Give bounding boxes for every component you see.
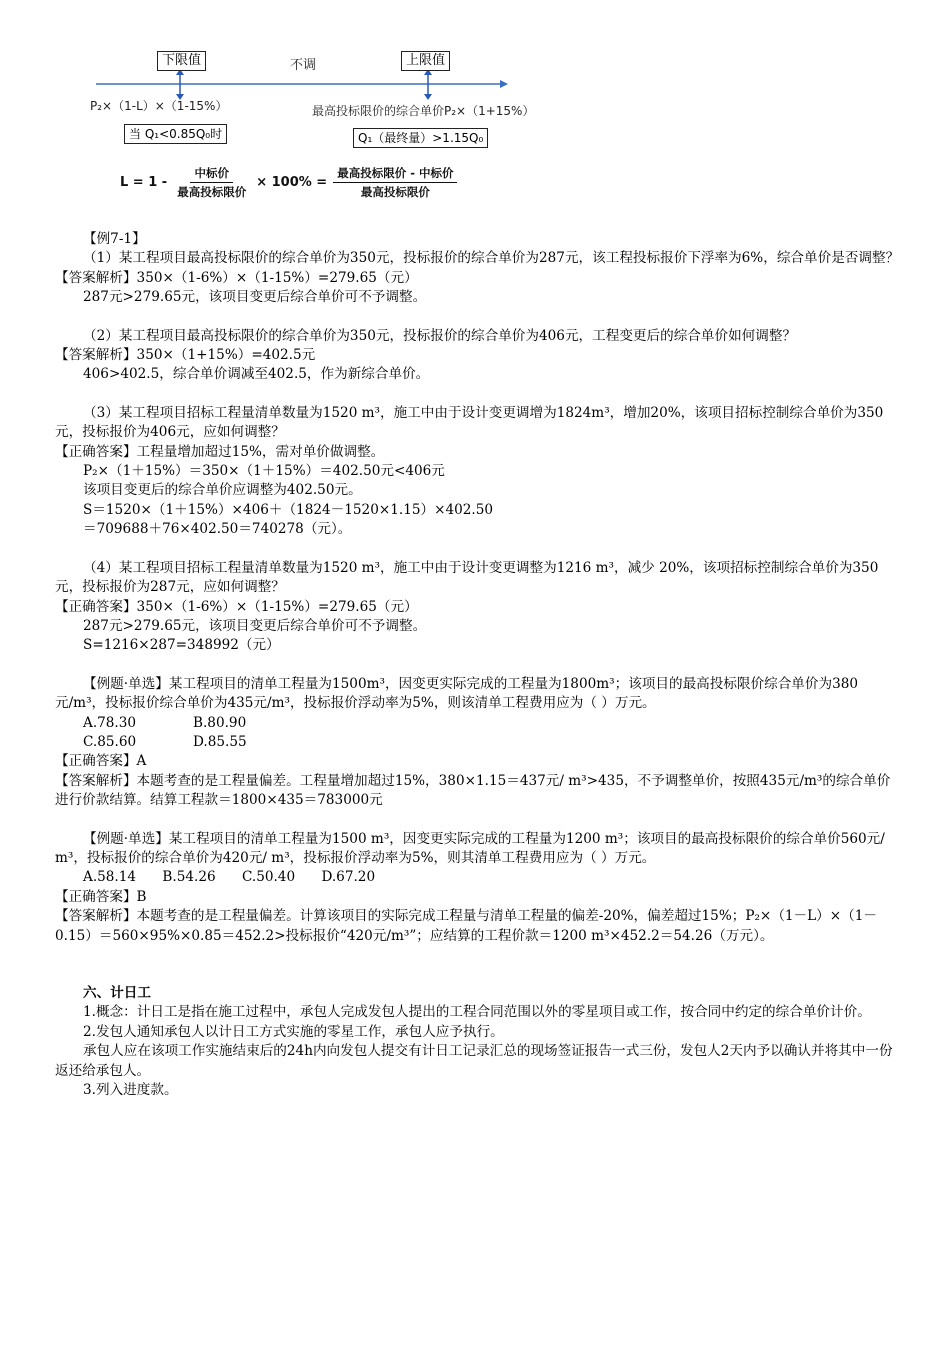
formula-fraction-1 — [173, 165, 250, 200]
single-choice-1-options-row1 — [55, 714, 900, 733]
example-q4-answer: 【正确答案】350×（1-6%）×（1-15%）=279.65（元） — [55, 598, 418, 615]
section-6-heading: 六、计日工 — [83, 985, 151, 1001]
single-choice-2-analysis: 【答案解析】本题考查的是工程量偏差。计算该项目的实际完成工程量与清单工程量的偏差-20%，偏差超过15%；P₂×（1－L）×（1－0.15）＝560×95%×0.85＝452.2>投标报价“420元/m³”；应结算的工程价款＝1200 m³×452.2＝54.26（万元）。 — [55, 908, 877, 944]
fraction-2-denominator: 最高投标限价 — [360, 185, 430, 199]
single-choice-2-options — [55, 868, 900, 887]
spacer — [55, 811, 900, 830]
formula-lhs: L = 1 - — [120, 175, 168, 190]
example-q2-analysis: 【答案解析】350×（1+15%）=402.5元 — [55, 347, 316, 364]
axis-arrowhead — [500, 80, 508, 88]
diagram-axis — [0, 0, 950, 140]
section-6-para-2: 2.发包人通知承包人以计日工方式实施的零星工作，承包人应予执行。 — [83, 1023, 504, 1040]
example-q1-conclusion: 287元>279.65元，该项目变更后综合单价可不予调整。 — [83, 289, 427, 306]
adjustment-diagram — [0, 0, 950, 215]
spacer — [55, 385, 900, 404]
example-q3-step3: S＝1520×（1＋15%）×406＋（1824－1520×1.15）×402.50 — [83, 501, 494, 518]
example-q1: （1）某工程项目最高投标限价的综合单价为350元，投标报价的综合单价为287元，该工程投标报价下浮率为6%，综合单价是否调整？ — [83, 250, 900, 267]
example-q3: （3）某工程项目招标工程量清单数量为1520 m³，施工中由于设计变更调增为1824m³，增加20%，该项目招标控制综合单价为350元，投标报价为406元，应如何调整？ — [55, 404, 884, 441]
example-q4: （4）某工程项目招标工程量清单数量为1520 m³，施工中由于设计变更调整为1216 m³，减少 20%，该项招标控制综合单价为350元，投标报价为287元，应如何调整？ — [55, 559, 879, 596]
example-q1-analysis: 【答案解析】350×（1-6%）×（1-15%）=279.65（元） — [55, 269, 418, 286]
spacer — [55, 308, 900, 327]
spacer — [55, 946, 900, 984]
example-q3-step1: P₂×（1＋15%）＝350×（1＋15%）＝402.50元<406元 — [83, 463, 445, 480]
example-q4-step1: 287元>279.65元，该项目变更后综合单价可不予调整。 — [83, 617, 427, 634]
example-q3-step4: ＝709688＋76×402.50＝740278（元）。 — [83, 521, 352, 538]
upper-arrow-bottom — [424, 94, 432, 100]
spacer — [55, 656, 900, 675]
upper-limit-box: 上限值 — [401, 51, 450, 71]
discount-rate-formula — [120, 165, 463, 200]
example-q2-conclusion: 406>402.5，综合单价调减至402.5，作为新综合单价。 — [83, 366, 430, 383]
option-b: B.54.26 — [162, 869, 216, 886]
lower-condition-box: 当 Q₁<0.85Q₀时 — [124, 124, 227, 144]
formula-fraction-2 — [333, 165, 457, 200]
option-a: A.78.30 — [83, 714, 137, 731]
example-7-1-title: 【例7-1】 — [83, 231, 146, 247]
upper-condition-box: Q₁（最终量）>1.15Q₀ — [353, 128, 488, 148]
section-6-para-1: 1.概念：计日工是指在施工过程中，承包人完成发包人提出的工程合同范围以外的零星项目或工作，按合同中约定的综合单价计价。 — [83, 1004, 871, 1021]
example-q2: （2）某工程项目最高投标限价的综合单价为350元，投标报价的综合单价为406元，工程变更后的综合单价如何调整？ — [83, 327, 797, 344]
option-a: A.58.14 — [83, 869, 137, 886]
single-choice-2-answer: 【正确答案】B — [55, 888, 147, 905]
lower-limit-box: 下限值 — [157, 51, 206, 71]
option-c: C.85.60 — [83, 733, 137, 750]
fraction-1-numerator: 中标价 — [190, 165, 233, 183]
single-choice-1-options-row2 — [55, 733, 900, 752]
example-q3-answer: 【正确答案】工程量增加超过15%，需对单价做调整。 — [55, 443, 385, 460]
single-choice-1-stem: 【例题·单选】某工程项目的清单工程量为1500m³，因变更实际完成的工程量为1800m³；该项目的最高投标限价综合单价为380元/m³，投标报价综合单价为435元/m³，投标报价浮动率为5%，则该清单工程费用应为（ ）万元。 — [55, 675, 859, 712]
spacer — [55, 540, 900, 559]
single-choice-1-analysis: 【答案解析】本题考查的是工程量偏差。工程量增加超过15%，380×1.15＝437元/ m³>435，不予调整单价，按照435元/m³的综合单价进行价款结算。结算工程款＝1800×435＝783000元 — [55, 772, 891, 809]
example-q3-step2: 该项目变更后的综合单价应调整为402.50元。 — [83, 482, 362, 499]
lower-formula-label: P₂×（1-L）×（1-15%） — [90, 99, 228, 113]
section-6-para-3: 承包人应在该项工作实施结束后的24h内向发包人提交有计日工记录汇总的现场签证报告一式三份，发包人2天内予以确认并将其中一份返还给承包人。 — [55, 1043, 893, 1079]
no-adjust-label: 不调 — [290, 58, 317, 73]
single-choice-2-stem: 【例题·单选】某工程项目的清单工程量为1500 m³，因变更实际完成的工程量为1200 m³；该项目的最高投标限价的综合单价560元/ m³，投标报价的综合单价为420元/ m³，投标报价浮动率为5%，则其清单工程费用应为（ ）万元。 — [55, 830, 885, 866]
option-c: C.50.40 — [241, 869, 296, 886]
option-b: B.80.90 — [193, 714, 247, 731]
option-d: D.67.20 — [321, 869, 376, 886]
option-d: D.85.55 — [193, 733, 247, 750]
single-choice-1-answer: 【正确答案】A — [55, 753, 147, 770]
document-body — [55, 230, 900, 1100]
fraction-1-denominator: 最高投标限价 — [177, 185, 247, 199]
fraction-2-numerator: 最高投标限价 - 中标价 — [333, 165, 457, 183]
upper-formula-label: 最高投标限价的综合单价P₂×（1+15%） — [312, 104, 535, 118]
formula-times: × 100% = — [256, 175, 328, 190]
section-6-para-4: 3.列入进度款。 — [83, 1082, 178, 1099]
example-q4-step2: S=1216×287=348992（元） — [83, 637, 280, 654]
